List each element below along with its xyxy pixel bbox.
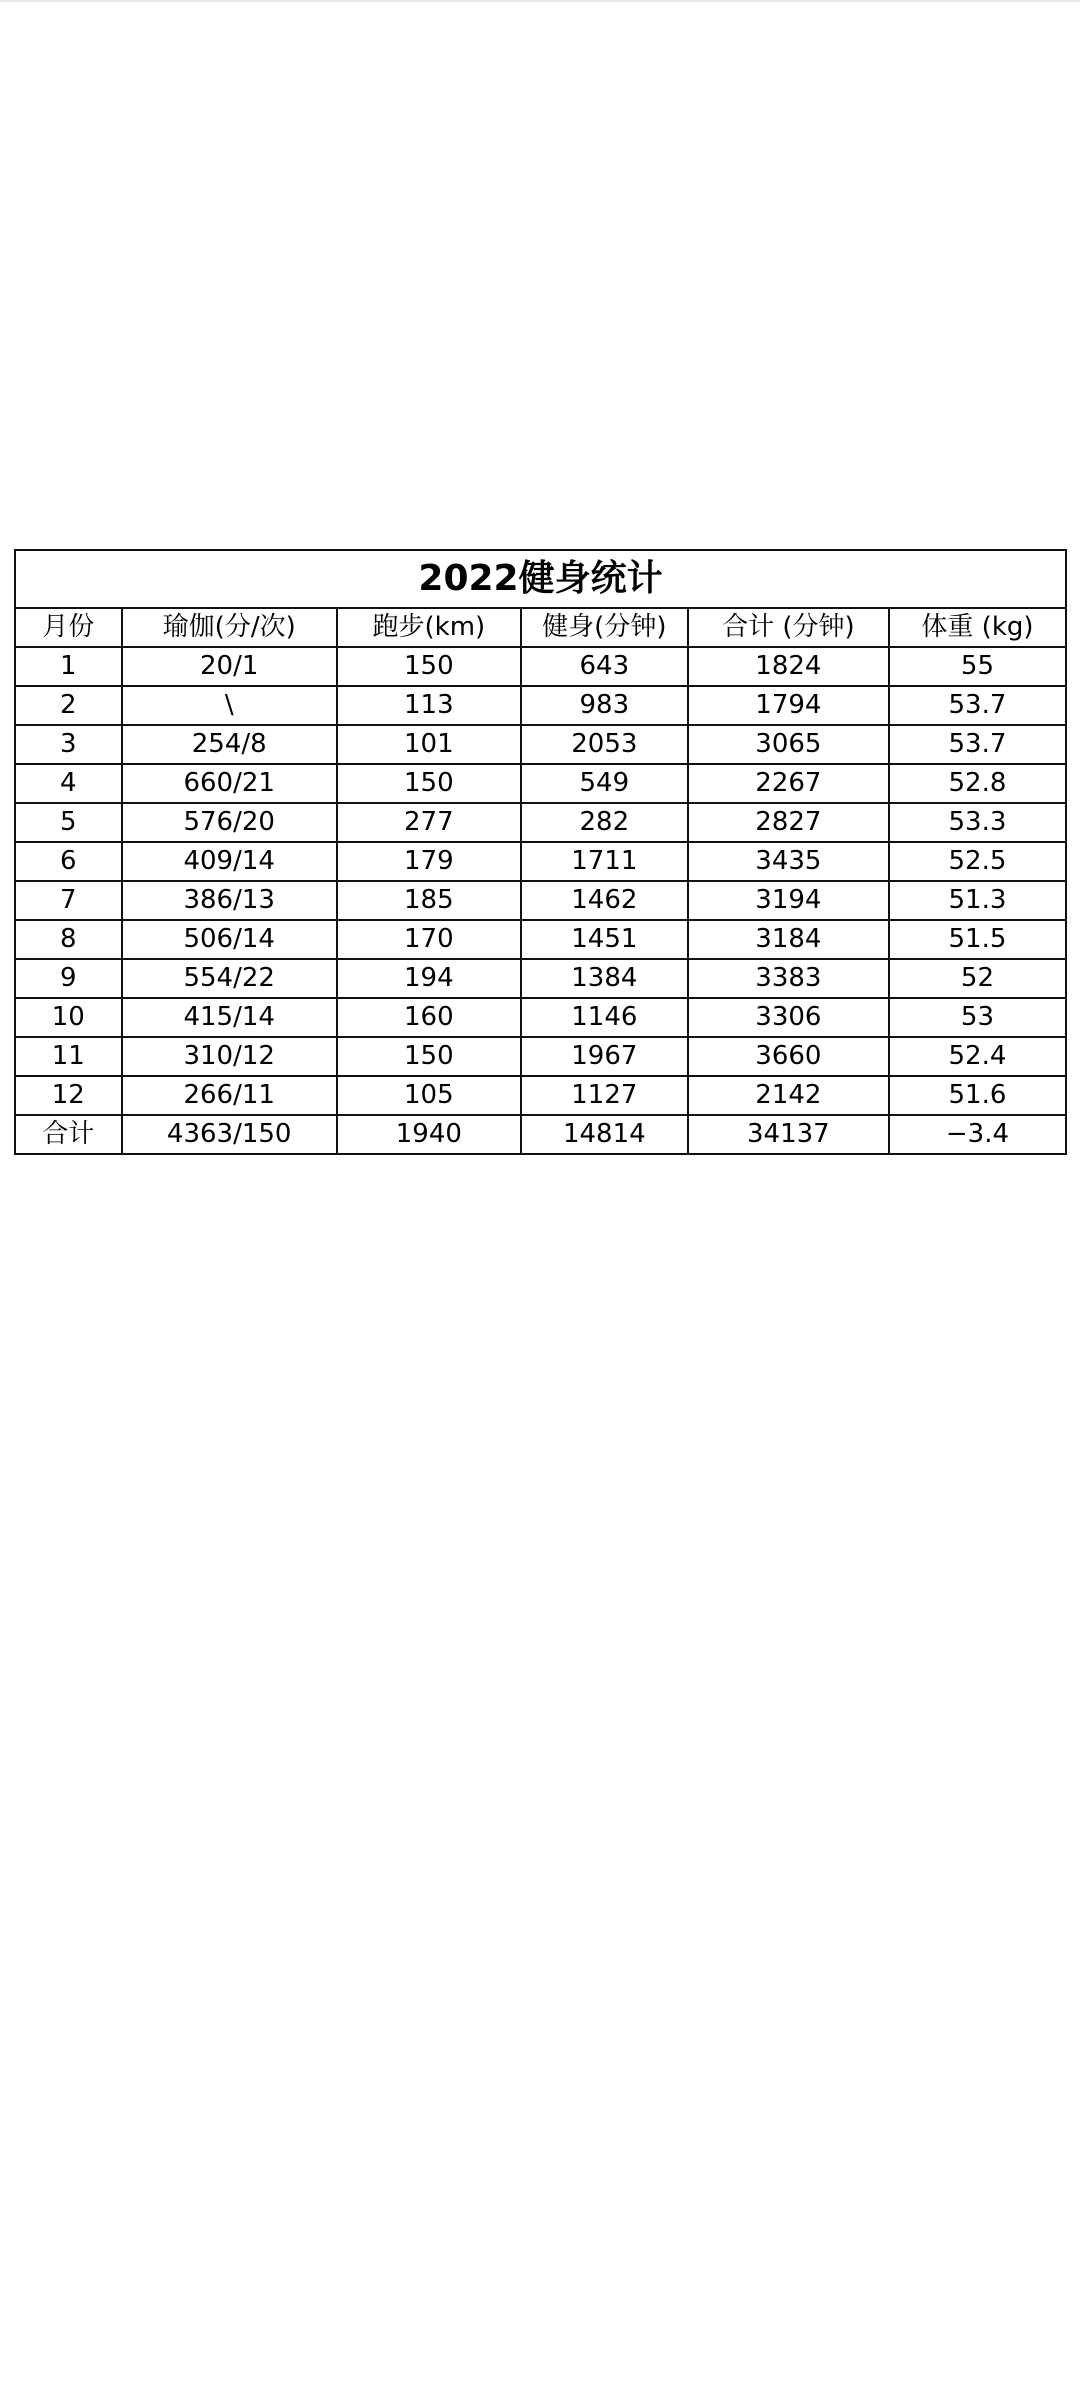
- cell-fitness: 1127: [521, 1076, 688, 1115]
- cell-yoga: 554/22: [122, 959, 337, 998]
- cell-fitness: 14814: [521, 1115, 688, 1154]
- cell-running: 150: [337, 1037, 521, 1076]
- header-month: 月份: [15, 608, 122, 647]
- header-fitness: 健身(分钟): [521, 608, 688, 647]
- fitness-stats-table: [14, 549, 1067, 1155]
- cell-yoga: 310/12: [122, 1037, 337, 1076]
- header-weight: 体重 (kg): [889, 608, 1066, 647]
- cell-yoga: 660/21: [122, 764, 337, 803]
- cell-month: 10: [15, 998, 122, 1037]
- cell-running: 160: [337, 998, 521, 1037]
- cell-yoga: 266/11: [122, 1076, 337, 1115]
- cell-fitness: 1967: [521, 1037, 688, 1076]
- table-row: [15, 1037, 1066, 1076]
- header-yoga: 瑜伽(分/次): [122, 608, 337, 647]
- cell-fitness: 983: [521, 686, 688, 725]
- cell-total: 1824: [688, 647, 889, 686]
- cell-running: 170: [337, 920, 521, 959]
- cell-running: 101: [337, 725, 521, 764]
- cell-month: 1: [15, 647, 122, 686]
- cell-month: 3: [15, 725, 122, 764]
- cell-total: 3435: [688, 842, 889, 881]
- cell-running: 277: [337, 803, 521, 842]
- cell-weight: 51.5: [889, 920, 1066, 959]
- cell-yoga: 386/13: [122, 881, 337, 920]
- cell-yoga: 506/14: [122, 920, 337, 959]
- cell-weight: 52.5: [889, 842, 1066, 881]
- cell-month: 8: [15, 920, 122, 959]
- top-divider: [0, 0, 1080, 2]
- table-row: [15, 1076, 1066, 1115]
- table-body: [15, 647, 1066, 1154]
- cell-yoga: 409/14: [122, 842, 337, 881]
- summary-row: [15, 1115, 1066, 1154]
- fitness-stats-table-container: [14, 549, 1067, 1155]
- cell-running: 179: [337, 842, 521, 881]
- cell-yoga: 4363/150: [122, 1115, 337, 1154]
- cell-running: 150: [337, 764, 521, 803]
- cell-month: 6: [15, 842, 122, 881]
- cell-month: 11: [15, 1037, 122, 1076]
- table-row: [15, 725, 1066, 764]
- cell-total: 3065: [688, 725, 889, 764]
- cell-weight: 53: [889, 998, 1066, 1037]
- cell-fitness: 1146: [521, 998, 688, 1037]
- cell-month: 合计: [15, 1115, 122, 1154]
- table-title: 2022健身统计: [15, 550, 1066, 608]
- table-row: [15, 998, 1066, 1037]
- cell-month: 7: [15, 881, 122, 920]
- header-running: 跑步(km): [337, 608, 521, 647]
- table-row: [15, 842, 1066, 881]
- cell-fitness: 1451: [521, 920, 688, 959]
- title-row: [15, 550, 1066, 608]
- cell-yoga: 254/8: [122, 725, 337, 764]
- cell-total: 3194: [688, 881, 889, 920]
- cell-fitness: 1384: [521, 959, 688, 998]
- table-row: [15, 803, 1066, 842]
- cell-running: 113: [337, 686, 521, 725]
- cell-yoga: 415/14: [122, 998, 337, 1037]
- cell-total: 3184: [688, 920, 889, 959]
- cell-month: 12: [15, 1076, 122, 1115]
- cell-weight: 52.8: [889, 764, 1066, 803]
- cell-running: 105: [337, 1076, 521, 1115]
- cell-running: 1940: [337, 1115, 521, 1154]
- cell-month: 4: [15, 764, 122, 803]
- cell-total: 3660: [688, 1037, 889, 1076]
- cell-weight: 52.4: [889, 1037, 1066, 1076]
- cell-yoga: \: [122, 686, 337, 725]
- cell-weight: 53.3: [889, 803, 1066, 842]
- table-row: [15, 920, 1066, 959]
- cell-fitness: 2053: [521, 725, 688, 764]
- cell-fitness: 643: [521, 647, 688, 686]
- cell-yoga: 20/1: [122, 647, 337, 686]
- cell-fitness: 549: [521, 764, 688, 803]
- cell-fitness: 282: [521, 803, 688, 842]
- cell-total: 2267: [688, 764, 889, 803]
- cell-fitness: 1711: [521, 842, 688, 881]
- cell-weight: 51.6: [889, 1076, 1066, 1115]
- cell-total: 34137: [688, 1115, 889, 1154]
- cell-weight: 55: [889, 647, 1066, 686]
- cell-running: 150: [337, 647, 521, 686]
- cell-weight: 51.3: [889, 881, 1066, 920]
- table-row: [15, 647, 1066, 686]
- table-row: [15, 764, 1066, 803]
- cell-weight: 53.7: [889, 686, 1066, 725]
- cell-fitness: 1462: [521, 881, 688, 920]
- cell-weight: 53.7: [889, 725, 1066, 764]
- cell-month: 9: [15, 959, 122, 998]
- table-row: [15, 686, 1066, 725]
- cell-total: 2142: [688, 1076, 889, 1115]
- header-total: 合计 (分钟): [688, 608, 889, 647]
- cell-total: 2827: [688, 803, 889, 842]
- cell-weight: −3.4: [889, 1115, 1066, 1154]
- cell-total: 3306: [688, 998, 889, 1037]
- cell-total: 3383: [688, 959, 889, 998]
- header-row: [15, 608, 1066, 647]
- cell-weight: 52: [889, 959, 1066, 998]
- cell-month: 2: [15, 686, 122, 725]
- cell-month: 5: [15, 803, 122, 842]
- cell-running: 194: [337, 959, 521, 998]
- cell-running: 185: [337, 881, 521, 920]
- table-row: [15, 959, 1066, 998]
- cell-yoga: 576/20: [122, 803, 337, 842]
- cell-total: 1794: [688, 686, 889, 725]
- table-row: [15, 881, 1066, 920]
